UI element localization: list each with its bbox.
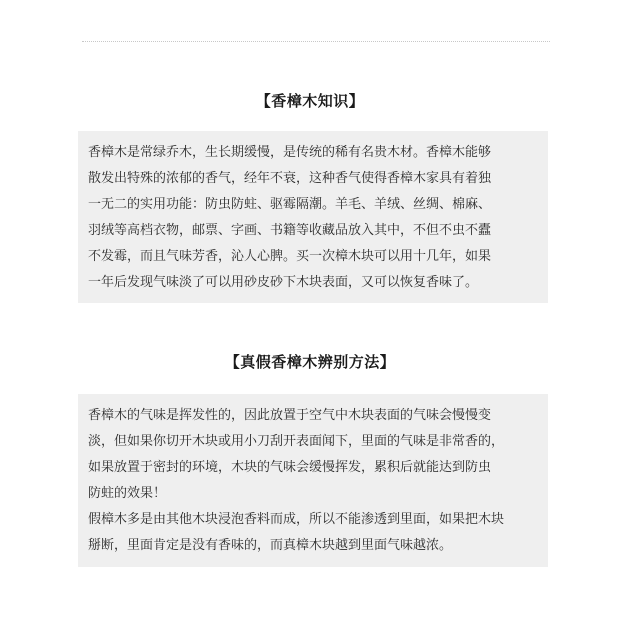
paragraph-line: 如果放置于密封的环境，木块的气味会缓慢挥发，累积后就能达到防虫 (88, 460, 492, 475)
top-dotted-divider (82, 41, 550, 42)
paragraph-line: 散发出特殊的浓郁的香气，经年不衰，这种香气使得香樟木家具有着独 (88, 171, 492, 186)
camphor-knowledge-text-box (78, 131, 548, 303)
authenticity-method-text-box (78, 394, 548, 567)
paragraph-line: 不发霉，而且气味芳香，沁人心脾。买一次樟木块可以用十几年，如果 (88, 249, 492, 264)
paragraph-line: 掰断，里面肯定是没有香味的，而真樟木块越到里面气味越浓。 (88, 538, 453, 553)
section-title-camphor-knowledge: 【香樟木知识】 (255, 92, 365, 110)
paragraph-line: 一年后发现气味淡了可以用砂皮砂下木块表面，又可以恢复香味了。 (88, 275, 479, 290)
paragraph-line: 羽绒等高档衣物，邮票、字画、书籍等收藏品放入其中，不但不虫不蠹 (88, 223, 492, 238)
section-title-authenticity-method: 【真假香樟木辨别方法】 (224, 353, 396, 371)
paragraph-line: 淡，但如果你切开木块或用小刀刮开表面闻下，里面的气味是非常香的， (88, 434, 505, 449)
paragraph-line: 防蛀的效果！ (88, 486, 167, 501)
paragraph-line: 一无二的实用功能：防虫防蛀、驱霉隔潮。羊毛、羊绒、丝绸、棉麻、 (88, 197, 492, 212)
paragraph-line: 香樟木的气味是挥发性的，因此放置于空气中木块表面的气味会慢慢变 (88, 408, 492, 423)
paragraph-line: 假樟木多是由其他木块浸泡香料而成，所以不能渗透到里面，如果把木块 (88, 512, 505, 527)
paragraph-line: 香樟木是常绿乔木，生长期缓慢，是传统的稀有名贵木材。香樟木能够 (88, 145, 492, 160)
